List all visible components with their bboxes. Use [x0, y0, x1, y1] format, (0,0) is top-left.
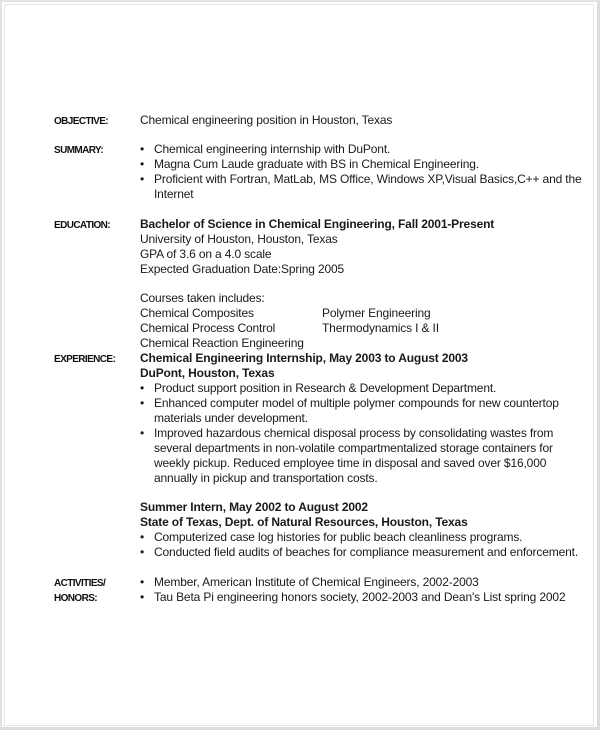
- course-item: Chemical Process Control: [140, 321, 276, 335]
- graduation-date: Expected Graduation Date:Spring 2005: [140, 262, 345, 276]
- school-name: University of Houston, Houston, Texas: [140, 232, 338, 246]
- bullet-icon: •: [140, 142, 145, 156]
- job-employer: State of Texas, Dept. of Natural Resources, Houston, Texas: [140, 515, 468, 529]
- course-item: Polymer Engineering: [322, 306, 431, 320]
- education-label: EDUCATION:: [54, 220, 111, 231]
- bullet-icon: •: [140, 530, 145, 544]
- honors-label: HONORS:: [54, 593, 98, 604]
- job-employer: DuPont, Houston, Texas: [140, 366, 275, 380]
- bullet-icon: •: [140, 575, 145, 589]
- objective-text: Chemical engineering position in Houston, Texas: [140, 113, 393, 127]
- gpa-text: GPA of 3.6 on a 4.0 scale: [140, 247, 272, 261]
- summary-label: SUMMARY:: [54, 145, 104, 156]
- summary-item-continuation: Internet: [154, 187, 194, 201]
- bullet-icon: •: [140, 381, 145, 395]
- job-bullet-continuation: materials under development.: [154, 411, 308, 425]
- course-item: Thermodynamics I & II: [322, 321, 439, 335]
- degree-title: Bachelor of Science in Chemical Engineering, Fall 2001-Present: [140, 217, 495, 231]
- course-item: Chemical Composites: [140, 306, 254, 320]
- bullet-icon: •: [140, 590, 145, 604]
- courses-heading: Courses taken includes:: [140, 291, 265, 305]
- job-bullet-continuation: several departments in non-volatile compartmentalized storage containers for: [154, 441, 553, 455]
- bullet-icon: •: [140, 157, 145, 171]
- course-item: Chemical Reaction Engineering: [140, 336, 304, 350]
- bullet-icon: •: [140, 426, 145, 440]
- job-title: Chemical Engineering Internship, May 2003 to August 2003: [140, 351, 468, 365]
- activities-label: ACTIVITIES/: [54, 578, 106, 589]
- experience-label: EXPERIENCE:: [54, 354, 116, 365]
- job-title: Summer Intern, May 2002 to August 2002: [140, 500, 368, 514]
- job-bullet-continuation: weekly pickup. Reduced employee time in disposal and saved over $16,000: [154, 456, 547, 470]
- job-bullet-continuation: annually in pickup and transportation costs.: [154, 471, 378, 485]
- objective-label: OBJECTIVE:: [54, 116, 109, 127]
- bullet-icon: •: [140, 545, 145, 559]
- bullet-icon: •: [140, 172, 145, 186]
- bullet-icon: •: [140, 396, 145, 410]
